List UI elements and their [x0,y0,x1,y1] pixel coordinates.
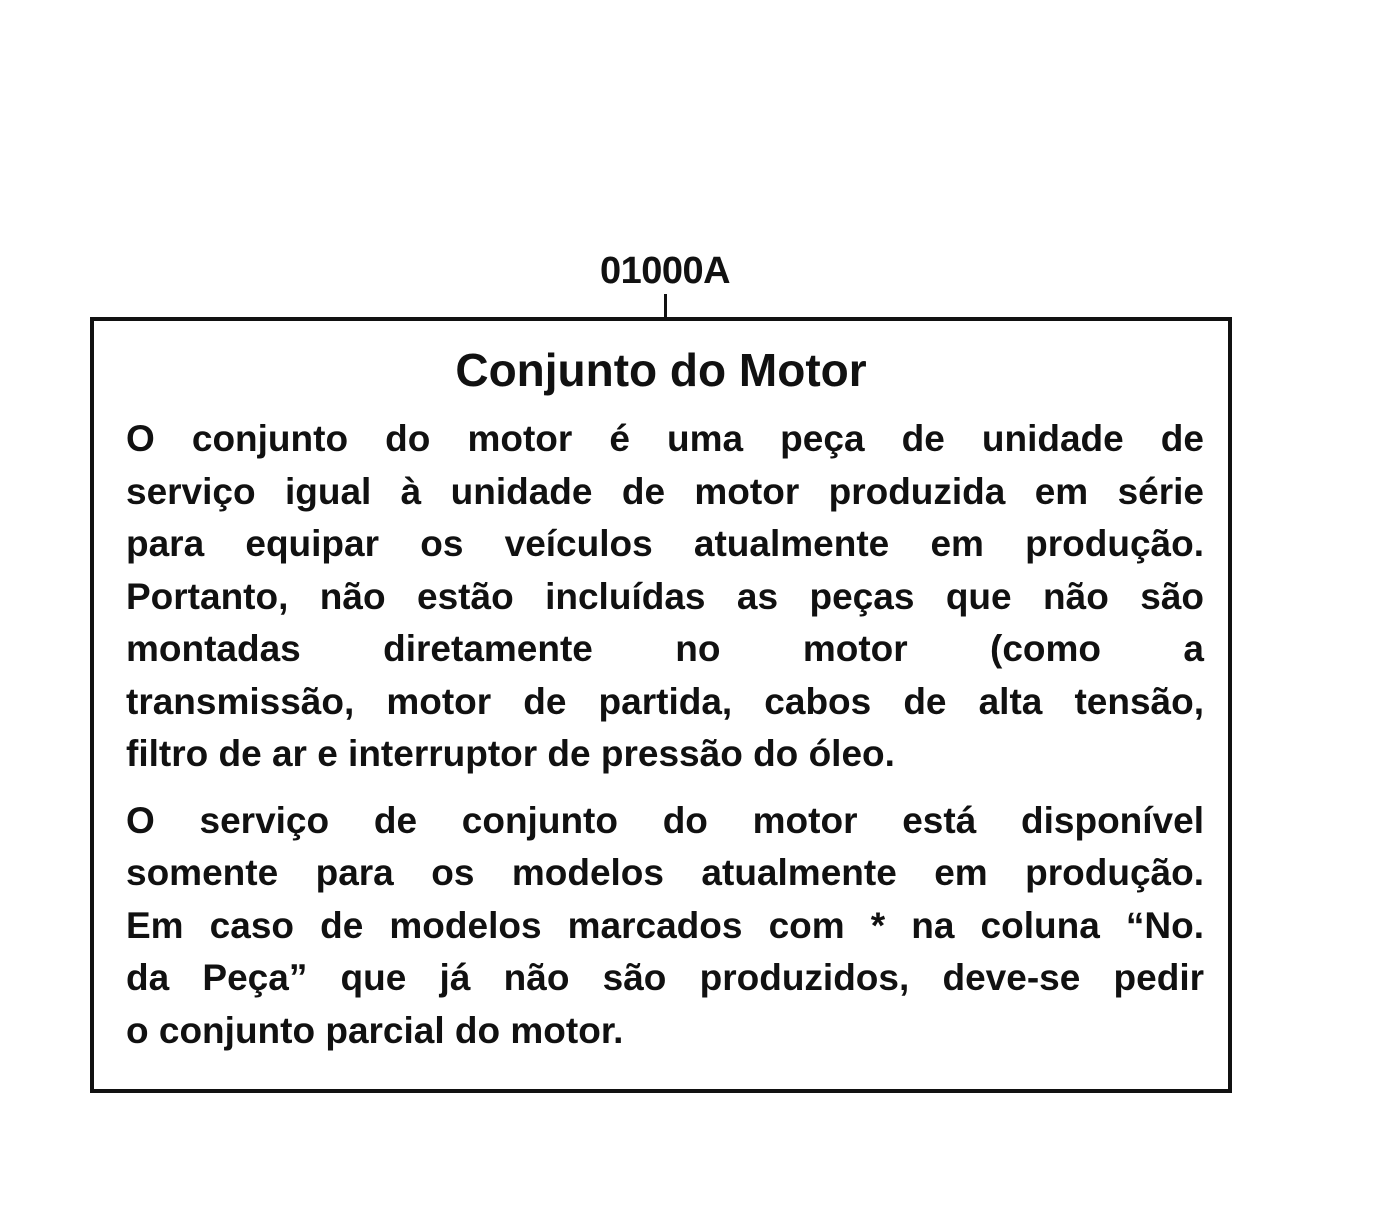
paragraph-line: serviço igual à unidade de motor produzida em série [126,470,1204,512]
part-code-label: 01000A [599,250,731,292]
paragraph-line: para equipar os veículos atualmente em produção. [126,523,1204,564]
paragraph-line: O conjunto do motor é uma peça de unidade de [126,418,1204,459]
paragraph-2 [126,795,1204,1058]
paragraph-line: transmissão, motor de partida, cabos de alta tensão, [126,680,1204,722]
paragraph-line: Em caso de modelos marcados com * na coluna “No. [126,904,1204,946]
paragraph-line: montadas diretamente no motor (como a [126,628,1204,669]
paragraph-line: Portanto, não estão incluídas as peças que não são [126,575,1204,617]
paragraph-line: filtro de ar e interruptor de pressão do óleo. [126,733,895,774]
box-title: Conjunto do Motor [455,344,867,396]
paragraph-line: o conjunto parcial do motor. [126,1009,624,1051]
notice-box [90,317,1232,1093]
paragraph-1 [126,413,1204,781]
paragraph-line: O serviço de conjunto do motor está disponível [126,799,1204,841]
paragraph-line: da Peça” que já não são produzidos, deve-se pedir [126,957,1204,998]
paragraph-line: somente para os modelos atualmente em produção. [126,852,1204,893]
box-body [126,413,1204,1057]
